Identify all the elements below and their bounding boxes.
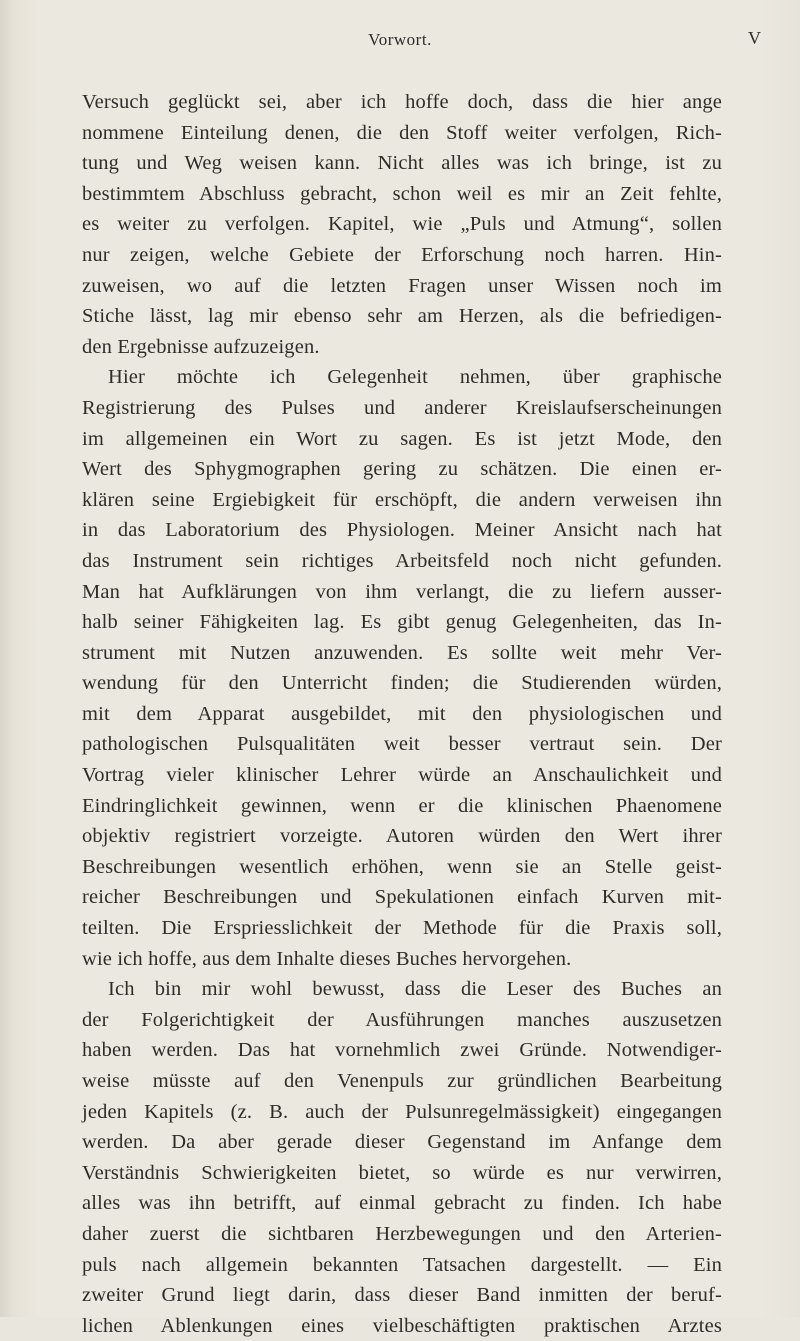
- text-line: das Instrument sein richtiges Arbeitsfeld noch nicht gefunden.: [82, 549, 722, 572]
- text-line: daher zuerst die sichtbaren Herzbewegungen und den Arterien-: [82, 1222, 722, 1245]
- text-line: im allgemeinen ein Wort zu sagen. Es ist jetzt Mode, den: [82, 427, 722, 450]
- text-line: halb seiner Fähigkeiten lag. Es gibt genug Gelegenheiten, das In-: [82, 611, 722, 634]
- text-line: Stiche lässt, lag mir ebenso sehr am Herzen, als die befriedigen-: [82, 305, 722, 328]
- page-header: [0, 28, 800, 58]
- text-line: in das Laboratorium des Physiologen. Meiner Ansicht nach hat: [82, 519, 722, 542]
- text-line: Versuch geglückt sei, aber ich hoffe doch, dass die hier ange: [82, 91, 722, 113]
- text-line: haben werden. Das hat vornehmlich zwei Gründe. Notwendiger-: [82, 1039, 722, 1062]
- body-text: [82, 87, 722, 1341]
- text-line: pathologischen Pulsqualitäten weit besser vertraut sein. Der: [82, 733, 722, 756]
- text-line: tung und Weg weisen kann. Nicht alles was ich bringe, ist zu: [82, 152, 722, 175]
- text-line: Ich bin mir wohl bewusst, dass die Leser des Buches an: [108, 978, 722, 1001]
- text-line: nommene Einteilung denen, die den Stoff weiter verfolgen, Rich-: [82, 121, 722, 144]
- text-line: bestimmtem Abschluss gebracht, schon weil es mir an Zeit fehlte,: [82, 182, 722, 205]
- text-line: Wert des Sphygmographen gering zu schätzen. Die einen er-: [82, 458, 722, 481]
- text-line: nur zeigen, welche Gebiete der Erforschung noch harren. Hin-: [82, 243, 722, 266]
- running-title: Vorwort.: [368, 30, 432, 49]
- text-line: weise müsste auf den Venenpuls zur gründlichen Bearbeitung: [82, 1070, 722, 1092]
- text-line: Vortrag vieler klinischer Lehrer würde an Anschaulichkeit und: [82, 764, 722, 787]
- text-line: zuweisen, wo auf die letzten Fragen unser Wissen noch im: [82, 274, 722, 297]
- text-line: der Folgerichtigkeit der Ausführungen manches auszusetzen: [82, 1008, 722, 1031]
- text-line: werden. Da aber gerade dieser Gegenstand im Anfange dem: [82, 1131, 722, 1154]
- text-line: jeden Kapitels (z. B. auch der Pulsunregelmässigkeit) eingegangen: [82, 1100, 722, 1123]
- text-line: wendung für den Unterricht finden; die Studierenden würden,: [82, 672, 722, 695]
- text-line: es weiter zu verfolgen. Kapitel, wie „Puls und Atmung“, sollen: [82, 213, 722, 236]
- text-line: lichen Ablenkungen eines vielbeschäftigten praktischen Arztes: [82, 1314, 722, 1337]
- text-line: mit dem Apparat ausgebildet, mit den physiologischen und: [82, 702, 722, 725]
- text-line: zweiter Grund liegt darin, dass dieser Band inmitten der beruf-: [82, 1284, 722, 1307]
- text-line: Verständnis Schwierigkeiten bietet, so würde es nur verwirren,: [82, 1161, 722, 1184]
- text-line: reicher Beschreibungen und Spekulationen einfach Kurven mit-: [82, 886, 722, 909]
- text-line: strument mit Nutzen anzuwenden. Es sollte weit mehr Ver-: [82, 641, 722, 664]
- text-line: teilten. Die Erspriesslichkeit der Methode für die Praxis soll,: [82, 917, 722, 940]
- text-line: Beschreibungen wesentlich erhöhen, wenn sie an Stelle geist-: [82, 855, 722, 878]
- text-line: Man hat Aufklärungen von ihm verlangt, die zu liefern ausser-: [82, 580, 722, 603]
- text-line: den Ergebnisse aufzuzeigen.: [82, 335, 320, 358]
- text-line: wie ich hoffe, aus dem Inhalte dieses Buches hervorgehen.: [82, 947, 572, 970]
- page-number: V: [748, 28, 761, 48]
- text-line: alles was ihn betrifft, auf einmal gebracht zu finden. Ich habe: [82, 1192, 722, 1215]
- text-line: klären seine Ergiebigkeit für erschöpft, die andern verweisen ihn: [82, 488, 722, 511]
- text-line: Hier möchte ich Gelegenheit nehmen, über graphische: [108, 366, 722, 389]
- text-line: Registrierung des Pulses und anderer Kreislaufserscheinungen: [82, 396, 722, 419]
- text-line: objektiv registriert vorzeigte. Autoren würden den Wert ihrer: [82, 825, 722, 848]
- text-line: Eindringlichkeit gewinnen, wenn er die klinischen Phaenomene: [82, 794, 722, 817]
- text-line: puls nach allgemein bekannten Tatsachen dargestellt. — Ein: [82, 1253, 722, 1276]
